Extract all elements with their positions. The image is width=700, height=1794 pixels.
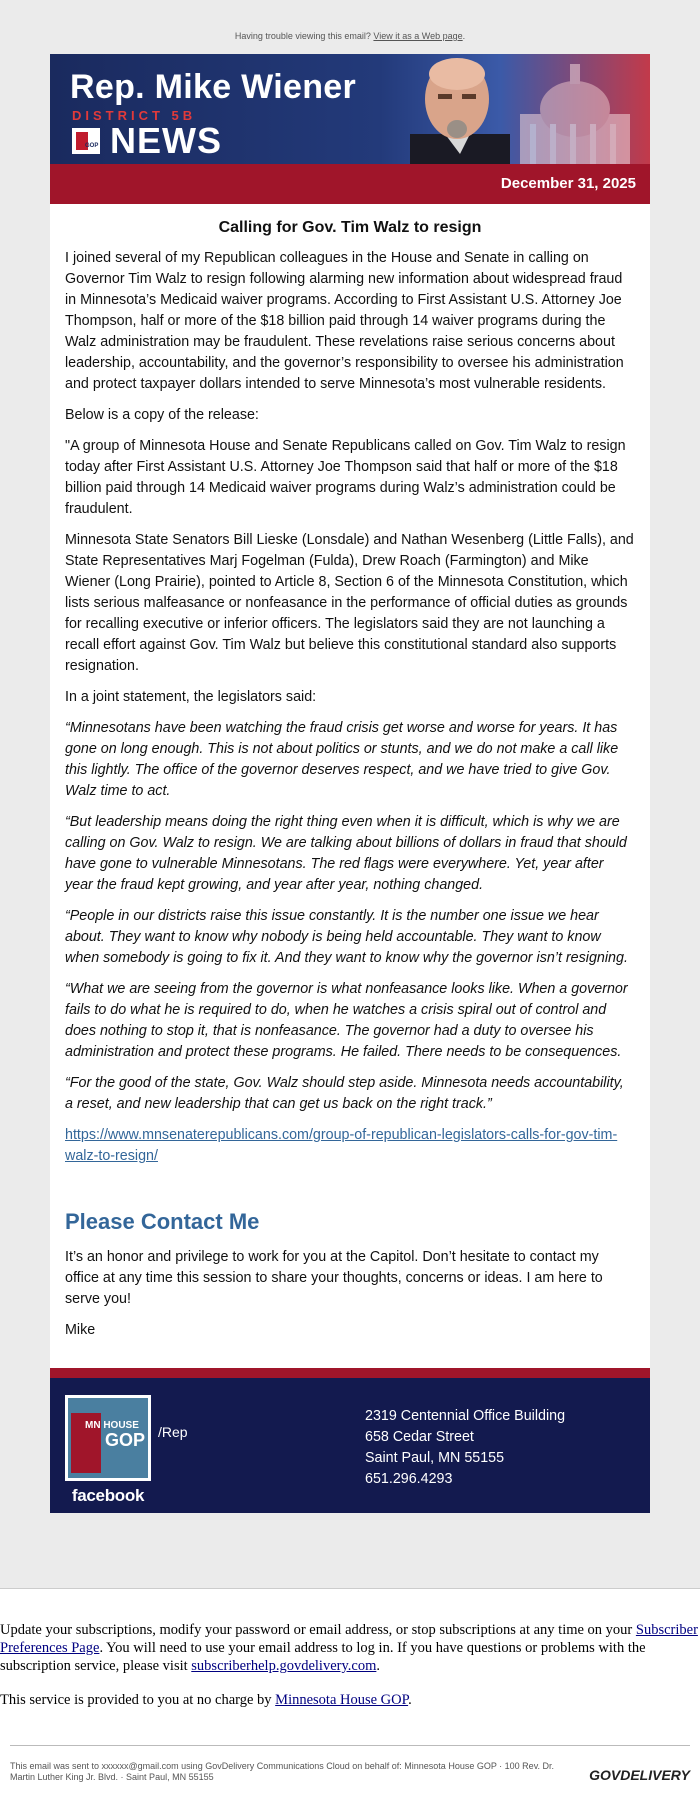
facebook-link[interactable] [65, 1395, 151, 1509]
article-title: Calling for Gov. Tim Walz to resign [218, 219, 482, 236]
address-line: Saint Paul, MN 55155 [365, 1450, 505, 1466]
statement-quote: “But leadership means doing the right thing even when it is difficult, which is why we are calling on Gov. Walz to resign. We are talking about billions of dollars in fraud that should have gone to vulnerable Minnesotans. The red flags were everywhere. Yet, year after year the fraud kept growing, and year after year, nothing changed. [65, 814, 627, 893]
contact-text: It’s an honor and privilege to work for you at the Capitol. Don’t hesitate to contact my office at any time this session to share your thoughts, concerns or ideas. I am here to serve you! [65, 1249, 603, 1307]
district-label: DISTRICT 5B [72, 108, 197, 123]
subscription-info: Update your subscriptions, modify your password or email address, or stop subscriptions at any time on your Subscriber Preferences Page. You will need to use your email address to log in. If you have questions or problems with the subscription service, please visit subscriberhelp.govdelivery.com. [0, 1622, 698, 1674]
issue-date: December 31, 2025 [500, 175, 636, 192]
statement-quote: “Minnesotans have been watching the fraud crisis get worse and worse for years. It has gone on long enough. This is not about politics or stunts, and we do not make a call like this lightly. The office of the governor deserves respect, and we have tried to give Gov. Walz time to act. [65, 720, 619, 799]
date-bar [50, 164, 650, 204]
statement-quote: “For the good of the state, Gov. Walz should step aside. Minnesota needs accountability, a reset, and new leadership that can get us back on the right track.” [65, 1075, 624, 1112]
newsletter-title: Rep. Mike Wiener [70, 68, 357, 106]
address-line: 2319 Centennial Office Building [365, 1408, 566, 1424]
release-link[interactable]: https://www.mnsenaterepublicans.com/group-of-republican-legislators-calls-for-gov-tim-walz-to-resign/ [65, 1127, 618, 1164]
article-paragraph: In a joint statement, the legislators said: [65, 689, 317, 705]
service-info: This service is provided to you at no charge by Minnesota House GOP. [0, 1692, 412, 1708]
newsletter [50, 54, 650, 1513]
preheader: Having trouble viewing this email? View it as a Web page. [234, 31, 466, 41]
article-paragraph: Below is a copy of the release: [65, 407, 259, 423]
govdelivery-logo: GOVDELIVERY [589, 1767, 690, 1783]
minnesota-house-gop-link[interactable]: Minnesota House GOP [275, 1692, 409, 1708]
divider [10, 1745, 690, 1746]
article-body [50, 218, 650, 1341]
newsletter-footer [50, 1378, 650, 1513]
subscriber-help-link[interactable]: subscriberhelp.govdelivery.com [191, 1658, 377, 1674]
preheader-text: Having trouble viewing this email? [234, 31, 371, 41]
address-line: 658 Cedar Street [365, 1429, 474, 1445]
representative-portrait [400, 54, 515, 164]
contact-heading: Please Contact Me [65, 1209, 260, 1234]
article-paragraph: Minnesota State Senators Bill Lieske (Lonsdale) and Nathan Wesenberg (Little Falls), and State Representatives Marj Fogelman (Fulda), Drew Roach (Farmington) and Mike Wiener (Long Prairie), pointed to Article 8, Section 6 of the Minnesota Constitution, which lists serious malfeasance or nonfeasance in the performance of official duties as grounds for recalling executive or inferior officers. The legislators said they are not launching a recall effort against Gov. Tim Walz but believe this constitutional standard also supports resignation. [65, 532, 634, 674]
web-version-link[interactable]: View it as a Web page [373, 31, 463, 41]
newsletter-banner [50, 54, 650, 164]
subscription-footer [0, 1588, 700, 1794]
sender-notice: This email was sent to xxxxxx@gmail.com using GovDelivery Communications Cloud on behalf of: Minnesota House GOP · 100 Rev. Dr. Martin Luther King Jr. Blvd. · Saint Paul, MN 55155 [10, 1761, 555, 1782]
article-paragraph: "A group of Minnesota House and Senate Republicans called on Gov. Tim Walz to resign today after First Assistant U.S. Attorney Joe Thompson said that half or more of the $18 billion paid through 14 Medicaid waiver programs during Walz’s administration could be fraudulent. [65, 438, 626, 517]
facebook-handle: /Rep [158, 1424, 188, 1440]
mn-house-gop-logo: MN HOUSE GOP [65, 1395, 151, 1481]
office-address [365, 1406, 565, 1490]
facebook-label: facebook [71, 1486, 145, 1505]
news-label: NEWS [110, 120, 222, 161]
statement-quote: “People in our districts raise this issue constantly. It is the number one issue we hear about. They want to know why nobody is being held accountable. They want to know when somebody is going to fix it. And they want to know why the governor isn’t resigning. [65, 908, 628, 966]
subscriber-preferences-link[interactable]: Subscriber Preferences Page [0, 1622, 698, 1656]
article-paragraph: I joined several of my Republican colleagues in the House and Senate in calling on Governor Tim Walz to resign following alarming new information about widespread fraud in Minnesota’s Medicaid waiver programs. According to First Assistant U.S. Attorney Joe Thompson, half or more of the $18 billion paid through 14 waiver programs during the Walz administration may be fraudulent. These revelations raise serious concerns about leadership, accountability, and the governor’s responsibility to oversee his administration and protect taxpayer dollars intended to serve Minnesota’s most vulnerable residents. [65, 250, 624, 392]
statement-quote: “What we are seeing from the governor is what nonfeasance looks like. When a governor fails to do what he is required to do, when he watches a crisis spiral out of control and does nothing to stop it, that is nonfeasance. The governor had a duty to oversee his administration and protect these programs. He failed. There needs to be consequences. [65, 981, 628, 1060]
phone-number: 651.296.4293 [365, 1471, 453, 1487]
footer-divider [50, 1368, 650, 1378]
signoff: Mike [65, 1322, 96, 1338]
gop-logo: GOP [72, 128, 100, 154]
